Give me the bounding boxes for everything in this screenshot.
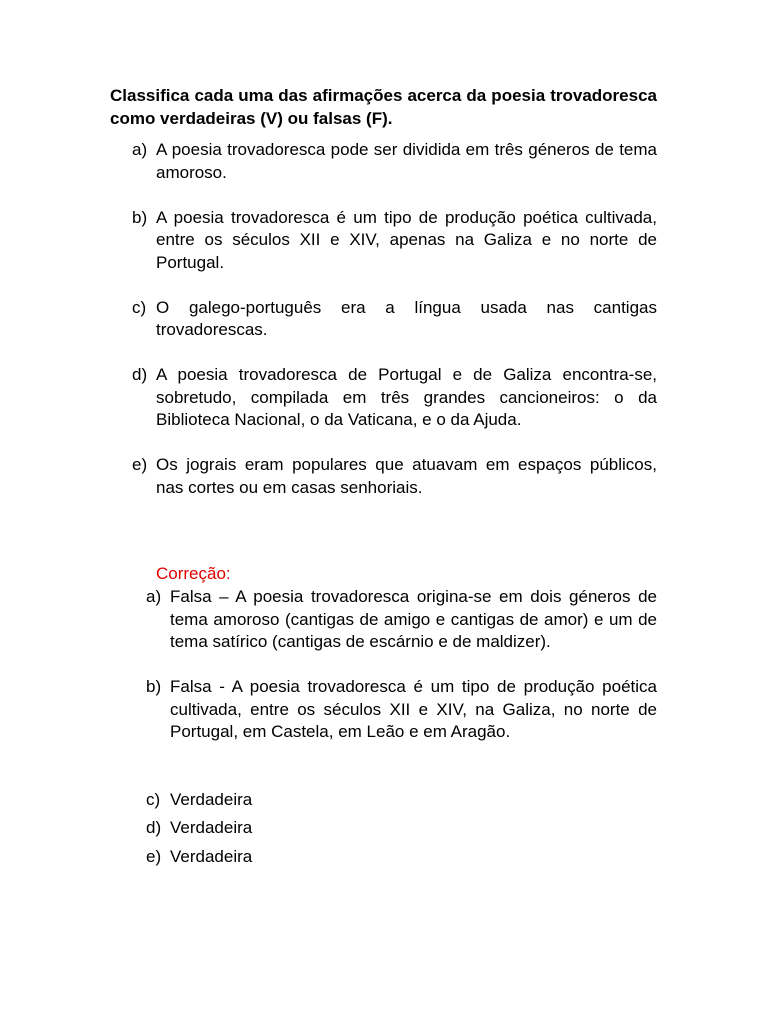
list-item — [110, 846, 657, 869]
item-marker: a) — [146, 587, 162, 606]
item-text: A poesia trovadoresca é um tipo de produção poética cultivada, entre os séculos XII e XIV, apenas na Galiza e no norte de Portugal. — [156, 207, 657, 272]
item-text: Falsa - A poesia trovadoresca é um tipo de produção poética cultivada, entre os séculos XII e XIV, na Galiza, no norte de Portugal, em Castela, em Leão e em Aragão. — [170, 677, 657, 741]
list-item — [110, 207, 657, 275]
list-item — [110, 817, 657, 840]
item-text: Os jograis eram populares que atuavam em espaços públicos, nas cortes ou em casas senhoriais. — [156, 455, 657, 497]
item-text: A poesia trovadoresca pode ser dividida em três géneros de tema amoroso. — [156, 140, 657, 182]
list-item — [110, 789, 657, 812]
item-text: Verdadeira — [170, 846, 253, 866]
item-text: Verdadeira — [170, 789, 253, 809]
list-item — [110, 676, 657, 744]
item-marker: b) — [132, 207, 148, 227]
item-marker: d) — [132, 365, 148, 384]
correction-title: Correção: — [156, 564, 231, 583]
correction-list — [110, 586, 657, 868]
item-marker: b) — [146, 677, 162, 696]
item-text: A poesia trovadoresca de Portugal e de Galiza encontra-se, sobretudo, compilada em três grandes cancioneiros: o da Biblioteca Nacional, o da Vaticana, e o da Ajuda. — [156, 365, 657, 429]
item-marker: d) — [146, 818, 162, 837]
item-marker: e) — [132, 455, 148, 474]
instruction-heading: Classifica cada uma das afirmações acerca da poesia trovadoresca como verdadeiras (V) ou falsas (F). — [110, 86, 657, 128]
item-marker: e) — [146, 846, 162, 866]
item-marker: a) — [132, 140, 148, 159]
list-item — [110, 364, 657, 432]
item-text: Verdadeira — [170, 818, 253, 837]
item-text: O galego-português era a língua usada nas cantigas trovadorescas. — [156, 297, 657, 339]
list-item — [110, 139, 657, 184]
list-item — [110, 297, 657, 342]
list-item — [110, 454, 657, 499]
item-marker: c) — [132, 297, 147, 317]
list-item — [110, 586, 657, 654]
question-list — [110, 139, 657, 522]
item-text: Falsa – A poesia trovadoresca origina-se em dois géneros de tema amoroso (cantigas de amigo e cantigas de amor) e um de tema satírico (cantigas de escárnio e de maldizer). — [170, 587, 657, 651]
item-marker: c) — [146, 789, 161, 809]
